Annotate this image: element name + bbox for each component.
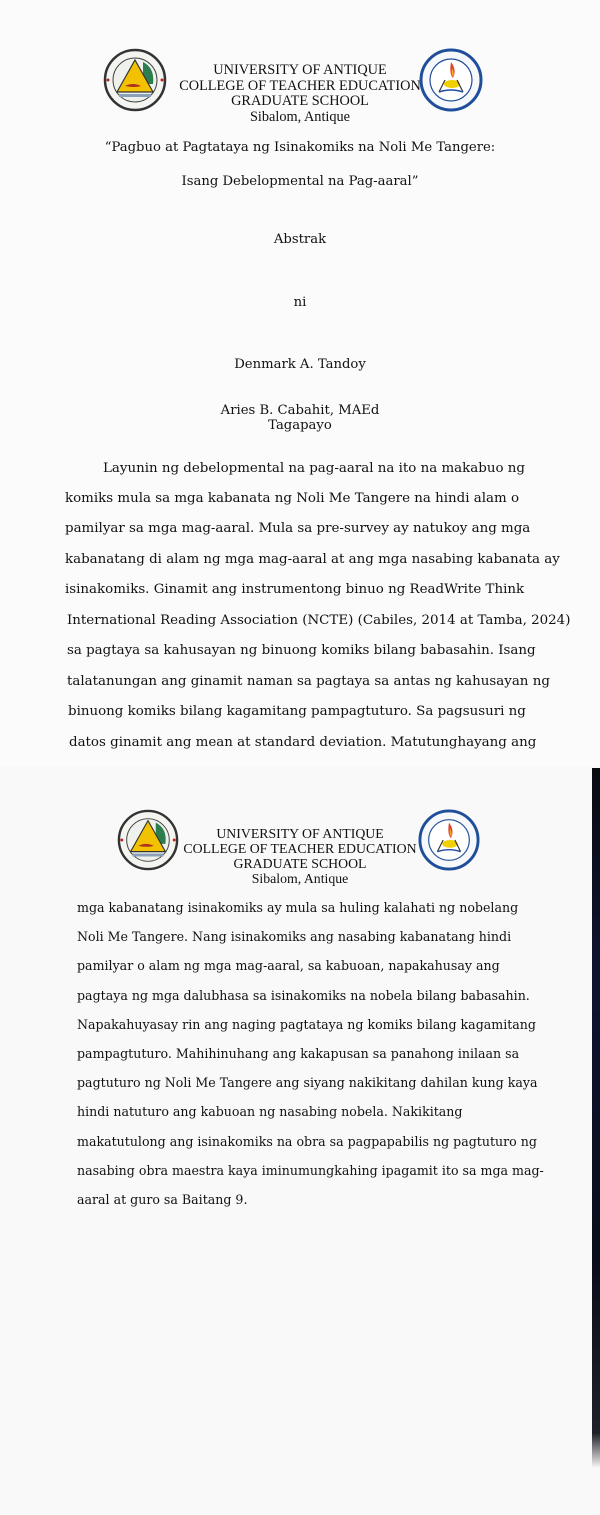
paragraph-line: datos ginamit ang mean at standard deviation. Matutunghayang ang <box>69 735 537 750</box>
adviser-name: Aries B. Cabahit, MAEd <box>220 403 380 418</box>
adviser-role: Tagapayo <box>268 418 332 433</box>
college-seal-icon <box>418 809 480 871</box>
paragraph-line: pamilyar o alam ng mga mag-aaral, sa kabuoan, napakahusay ang <box>77 958 500 973</box>
scan-edge-shadow <box>592 768 600 1468</box>
paragraph-line: makatutulong ang isinakomiks na obra sa pagpapabilis ng pagtuturo ng <box>77 1134 537 1149</box>
thesis-title-line-2: Isang Debelopmental na Pag-aaral” <box>181 174 419 189</box>
paragraph-line: aaral at guro sa Baitang 9. <box>77 1192 248 1207</box>
abstract-heading: Abstrak <box>273 232 327 247</box>
page-2 <box>0 766 600 1515</box>
thesis-title-line-1: “Pagbuo at Pagtataya ng Isinakomiks na Noli Me Tangere: <box>104 140 496 155</box>
letterhead-text <box>150 826 450 886</box>
paragraph-line: pampagtuturo. Mahihinuhang ang kakapusan sa panahong inilaan sa <box>77 1046 520 1061</box>
paragraph-line: binuong komiks bilang kagamitang pampagtuturo. Sa pagsusuri ng <box>68 704 526 719</box>
college-name: COLLEGE OF TEACHER EDUCATION <box>179 77 421 94</box>
paragraph-line: pamilyar sa mga mag-aaral. Mula sa pre-survey ay natukoy ang mga <box>65 521 531 536</box>
author-name: Denmark A. Tandoy <box>234 357 366 372</box>
college-seal-icon <box>419 48 483 112</box>
paragraph-line: kabanatang di alam ng mga mag-aaral at ang mga nasabing kabanata ay <box>65 552 560 567</box>
paragraph-line: pagtuturo ng Noli Me Tangere ang siyang nakikitang dahilan kung kaya <box>77 1075 538 1090</box>
paragraph-line: nasabing obra maestra kaya iminumungkahing ipagamit ito sa mga mag- <box>77 1163 544 1178</box>
school-name: GRADUATE SCHOOL <box>233 856 367 871</box>
by-label: ni <box>293 295 307 310</box>
school-location: Sibalom, Antique <box>249 108 351 125</box>
university-name: UNIVERSITY OF ANTIQUE <box>216 826 384 841</box>
letterhead-text <box>150 63 450 125</box>
school-location: Sibalom, Antique <box>251 871 349 886</box>
paragraph-line: Napakahuyasay rin ang naging pagtataya ng komiks bilang kagamitang <box>77 1017 536 1032</box>
paragraph-line: Noli Me Tangere. Nang isinakomiks ang nasabing kabanatang hindi <box>77 929 512 944</box>
school-name: GRADUATE SCHOOL <box>231 93 369 109</box>
paragraph-line: pagtaya ng mga dalubhasa sa isinakomiks na nobela bilang babasahin. <box>77 988 530 1003</box>
university-name: UNIVERSITY OF ANTIQUE <box>213 62 387 78</box>
paragraph-line: International Reading Association (NCTE) (Cabiles, 2014 at Tamba, 2024) <box>67 613 571 628</box>
paragraph-line: Layunin ng debelopmental na pag-aaral na ito na makabuo ng <box>103 461 525 476</box>
college-name: COLLEGE OF TEACHER EDUCATION <box>183 841 417 856</box>
letterhead <box>0 806 600 886</box>
paragraph-line: isinakomiks. Ginamit ang instrumentong binuo ng ReadWrite Think <box>65 582 525 597</box>
paragraph-line: talatanungan ang ginamit naman sa pagtaya sa antas ng kahusayan ng <box>67 674 550 689</box>
paragraph-line: komiks mula sa mga kabanata ng Noli Me Tangere na hindi alam o <box>65 491 520 506</box>
paragraph-line: mga kabanatang isinakomiks ay mula sa huling kalahati ng nobelang <box>77 900 519 915</box>
letterhead <box>0 44 600 125</box>
paragraph-line: hindi natuturo ang kabuoan ng nasabing nobela. Nakikitang <box>77 1104 463 1119</box>
paragraph-line: sa pagtaya sa kahusayan ng binuong komiks bilang babasahin. Isang <box>67 643 536 658</box>
